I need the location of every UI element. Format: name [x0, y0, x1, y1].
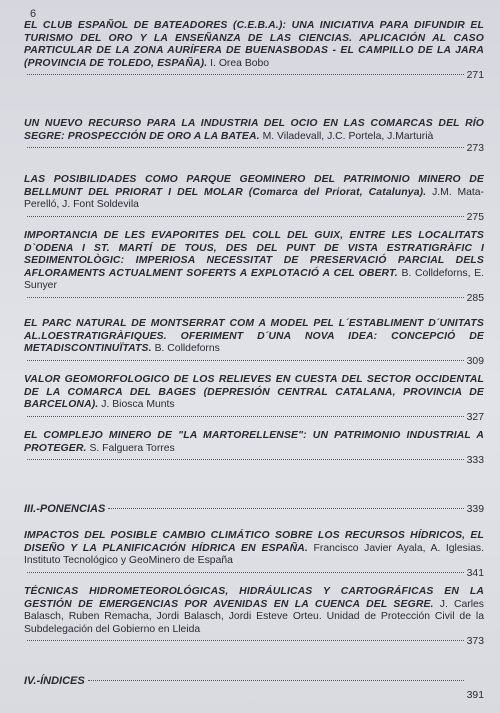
entry-authors: B. Colldeforns, E. Sunyer	[24, 267, 485, 292]
entry-authors: I. Orea Bobo	[210, 57, 270, 69]
entry-page: 271	[466, 70, 484, 82]
entry-authors: J. Biosca Munts	[101, 399, 175, 411]
page-number: 6	[30, 8, 37, 20]
dot-leader	[27, 216, 464, 217]
dot-leader	[27, 640, 464, 641]
dot-leader	[27, 297, 464, 298]
entry-page: 327	[466, 411, 484, 423]
toc-entry	[24, 174, 484, 223]
entry-title: EL CLUB ESPAÑOL DE BATEADORES (C.E.B.A.): UNA INICIATIVA PARA DIFUNDIR EL TURISMO DEL ORO Y LA ENSEÑANZA DE LAS CIENCIAS. APLICACIÓN AL CASO PARTICULAR DE LA ZONA AURÍFERA DE BUENASBODAS - EL CAMPILLO DE LA JARA (PROVINCIA DE TOLEDO, ESPAÑA).	[24, 20, 484, 69]
entry-page: 275	[466, 211, 484, 223]
dot-leader	[27, 416, 464, 417]
dot-leader	[27, 147, 464, 148]
entry-page: 373	[466, 636, 484, 648]
dot-leader	[88, 680, 464, 681]
entry-title: IMPACTOS DEL POSIBLE CAMBIO CLIMÁTICO SOBRE LOS RECURSOS HÍDRICOS, EL DISEÑO Y LA PLANIFICACIÓN HÍDRICA EN ESPAÑA.	[24, 530, 484, 554]
entry-page: 333	[466, 455, 484, 467]
entry-page: 309	[466, 355, 484, 367]
entry-authors: S. Falguera Torres	[89, 442, 175, 454]
entry-authors: B. Colldeforns	[154, 343, 220, 355]
section-page: 391	[466, 690, 484, 701]
entry-page: 273	[466, 143, 484, 155]
toc-entry	[24, 530, 484, 579]
entry-authors: J. Carles Balasch, Ruben Remacha, Jordi Balasch, Jordi Esteve Orteu. Unidad de Protección Civil de la Subdelegación del Gobierno en Lleida	[24, 598, 485, 635]
entry-page: 285	[466, 292, 484, 304]
entry-page: 341	[466, 567, 484, 579]
section-label: III.-PONENCIAS	[24, 503, 106, 515]
entry-title: LAS POSIBILIDADES COMO PARQUE GEOMINERO DEL PATRIMONIO MINERO DE BELLMUNT DEL PRIORAT I DEL MOLAR (Comarca del Priorat, Catalunya).	[24, 174, 484, 198]
entry-authors: M. Viladevall, J.C. Portela, J.Marturià	[262, 130, 434, 142]
toc-entry	[24, 20, 484, 81]
toc-entry	[24, 374, 484, 423]
entry-title: UN NUEVO RECURSO PARA LA INDUSTRIA DEL OCIO EN LAS COMARCAS DEL RÍO SEGRE: PROSPECCIÓN DE ORO A LA BATEA.	[24, 118, 484, 142]
entry-title: VALOR GEOMORFOLOGICO DE LOS RELIEVES EN CUESTA DEL SECTOR OCCIDENTAL DE LA COMARCA DEL BAGES (DEPRESIÓN CENTRAL CATALANA, PROVINCIA DE BARCELONA).	[24, 374, 484, 411]
dot-leader	[27, 74, 464, 75]
toc-entry	[24, 230, 484, 304]
dot-leader	[27, 459, 464, 460]
entry-title: EL PARC NATURAL DE MONTSERRAT COM A MODEL PEL L´ESTABLIMENT D´UNITATS AL.LOESTRATIGRÀFIQUES. OFERIMENT D´UNA NOVA IDEA: CONCEPCIÓ DE METADISCONTINUÏTATS.	[24, 318, 484, 355]
toc-entry	[24, 318, 484, 367]
section-heading-indices	[24, 675, 484, 701]
toc-entry	[24, 430, 484, 466]
dot-leader	[108, 508, 463, 509]
toc-entry	[24, 586, 484, 647]
entry-title: EL COMPLEJO MINERO DE "LA MARTORELLENSE": UN PATRIMONIO INDUSTRIAL A PROTEGER.	[24, 430, 484, 454]
section-heading-ponencias	[24, 503, 484, 515]
dot-leader	[27, 360, 464, 361]
section-label: IV.-ÍNDICES	[24, 675, 85, 687]
dot-leader	[27, 572, 464, 573]
entry-authors: J.M. Mata-Perelló, J. Font Soldevila	[24, 186, 485, 211]
section-page: 339	[466, 504, 484, 515]
toc-entry	[24, 118, 484, 154]
entry-title: TÉCNICAS HIDROMETEOROLÓGICAS, HIDRÁULICAS Y CARTOGRÁFICAS EN LA GESTIÓN DE EMERGENCIAS POR AVENIDAS EN LA CUENCA DEL SEGRE.	[24, 586, 484, 610]
entry-authors: Francisco Javier Ayala, A. Iglesias. Instituto Tecnológico y GeoMinero de España	[24, 542, 484, 567]
entry-title: IMPORTANCIA DE LES EVAPORITES DEL COLL DEL GUIX, ENTRE LES LOCALITATS D`ODENA I ST. MARTÍ DE TOUS, DES DEL PUNT DE VISTA ESTRATIGRÀFIC I SEDIMENTOLÒGIC: IMPERIOSA NECESSITAT DE PRESERVACIÓ PARCIAL DELS AFLORAMENTS ACTUALMENT SOFERTS A EXPLOTACIÓ A CEL OBERT.	[24, 230, 484, 279]
